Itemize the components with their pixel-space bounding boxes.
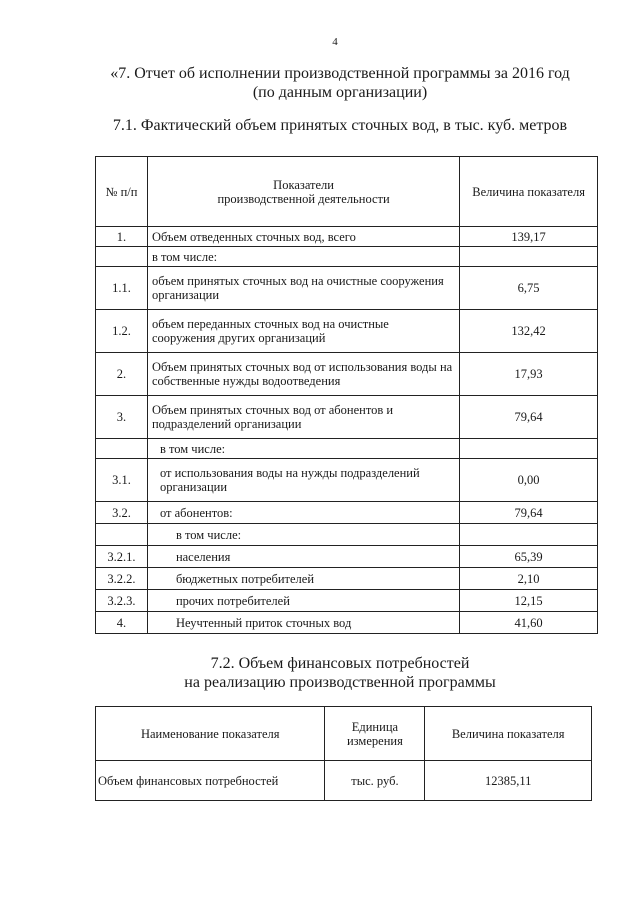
row-text: в том числе: [147,439,459,459]
header-unit-line2: измерения [346,733,403,748]
header-value: Величина показателя [425,707,592,761]
table-row [96,524,598,546]
row-text: бюджетных потребителей [147,568,459,590]
row-text: прочих потребителей [147,590,459,612]
row-text: объем переданных сточных вод на очистные сооружения других организаций [147,310,459,353]
row-num: 3.2.3. [96,590,148,612]
header-name: Наименование показателя [96,707,325,761]
table-header-row [96,707,592,761]
section2-title [60,654,620,692]
row-value [460,439,598,459]
table-row [96,227,598,247]
row-num: 2. [96,353,148,396]
row-text: в том числе: [147,524,459,546]
row-num: 3.2. [96,502,148,524]
row-value: 139,17 [460,227,598,247]
table-row [96,502,598,524]
row-num [96,439,148,459]
table-row [96,396,598,439]
row-num: 1.1. [96,267,148,310]
table-row [96,439,598,459]
table-row [96,247,598,267]
row-num: 3.2.1. [96,546,148,568]
row-name: Объем финансовых потребностей [96,761,325,801]
report-title-line1: «7. Отчет об исполнении производственной программы за 2016 год [110,65,570,82]
table-row [96,590,598,612]
financial-needs-table [95,706,592,801]
table-row [96,267,598,310]
page-number: 4 [332,36,338,48]
row-text: населения [147,546,459,568]
row-text: от абонентов: [147,502,459,524]
report-title [60,64,620,102]
section2-title-line2: на реализацию производственной программы [184,674,496,691]
row-value: 12,15 [460,590,598,612]
table-row [96,310,598,353]
section2-title-line1: 7.2. Объем финансовых потребностей [210,655,470,672]
row-num: 1.2. [96,310,148,353]
row-value: 2,10 [460,568,598,590]
row-value: 79,64 [460,502,598,524]
report-title-line2: (по данным организации) [252,84,428,101]
row-value: 6,75 [460,267,598,310]
row-num: 3.1. [96,459,148,502]
header-indicators-line1: Показатели [273,177,334,192]
header-value: Величина показателя [460,157,598,227]
section1-title: 7.1. Фактический объем принятых сточных вод, в тыс. куб. метров [112,117,568,134]
row-value: 41,60 [460,612,598,634]
row-value: 65,39 [460,546,598,568]
row-num: 4. [96,612,148,634]
table-row [96,761,592,801]
row-text: в том числе: [147,247,459,267]
table-row [96,612,598,634]
header-indicators [147,157,459,227]
row-num: 3. [96,396,148,439]
row-text: Объем принятых сточных вод от использования воды на собственные нужды водоотведения [147,353,459,396]
row-text: Неучтенный приток сточных вод [147,612,459,634]
row-num: 1. [96,227,148,247]
header-unit [325,707,425,761]
row-value: 132,42 [460,310,598,353]
table-row [96,459,598,502]
row-value: 0,00 [460,459,598,502]
row-text: объем принятых сточных вод на очистные сооружения организации [147,267,459,310]
wastewater-table [95,156,598,634]
row-text: от использования воды на нужды подразделений организации [147,459,459,502]
row-value: 79,64 [460,396,598,439]
row-value: 12385,11 [425,761,592,801]
row-num [96,247,148,267]
row-num [96,524,148,546]
table-header-row [96,157,598,227]
table-row [96,353,598,396]
row-value [460,247,598,267]
header-unit-line1: Единица [351,719,399,734]
table-row [96,546,598,568]
row-num: 3.2.2. [96,568,148,590]
row-text: Объем отведенных сточных вод, всего [147,227,459,247]
row-value: 17,93 [460,353,598,396]
table-row [96,568,598,590]
header-num: № п/п [96,157,148,227]
row-text: Объем принятых сточных вод от абонентов и подразделений организации [147,396,459,439]
row-value [460,524,598,546]
header-indicators-line2: производственной деятельности [217,191,390,206]
row-unit: тыс. руб. [325,761,425,801]
